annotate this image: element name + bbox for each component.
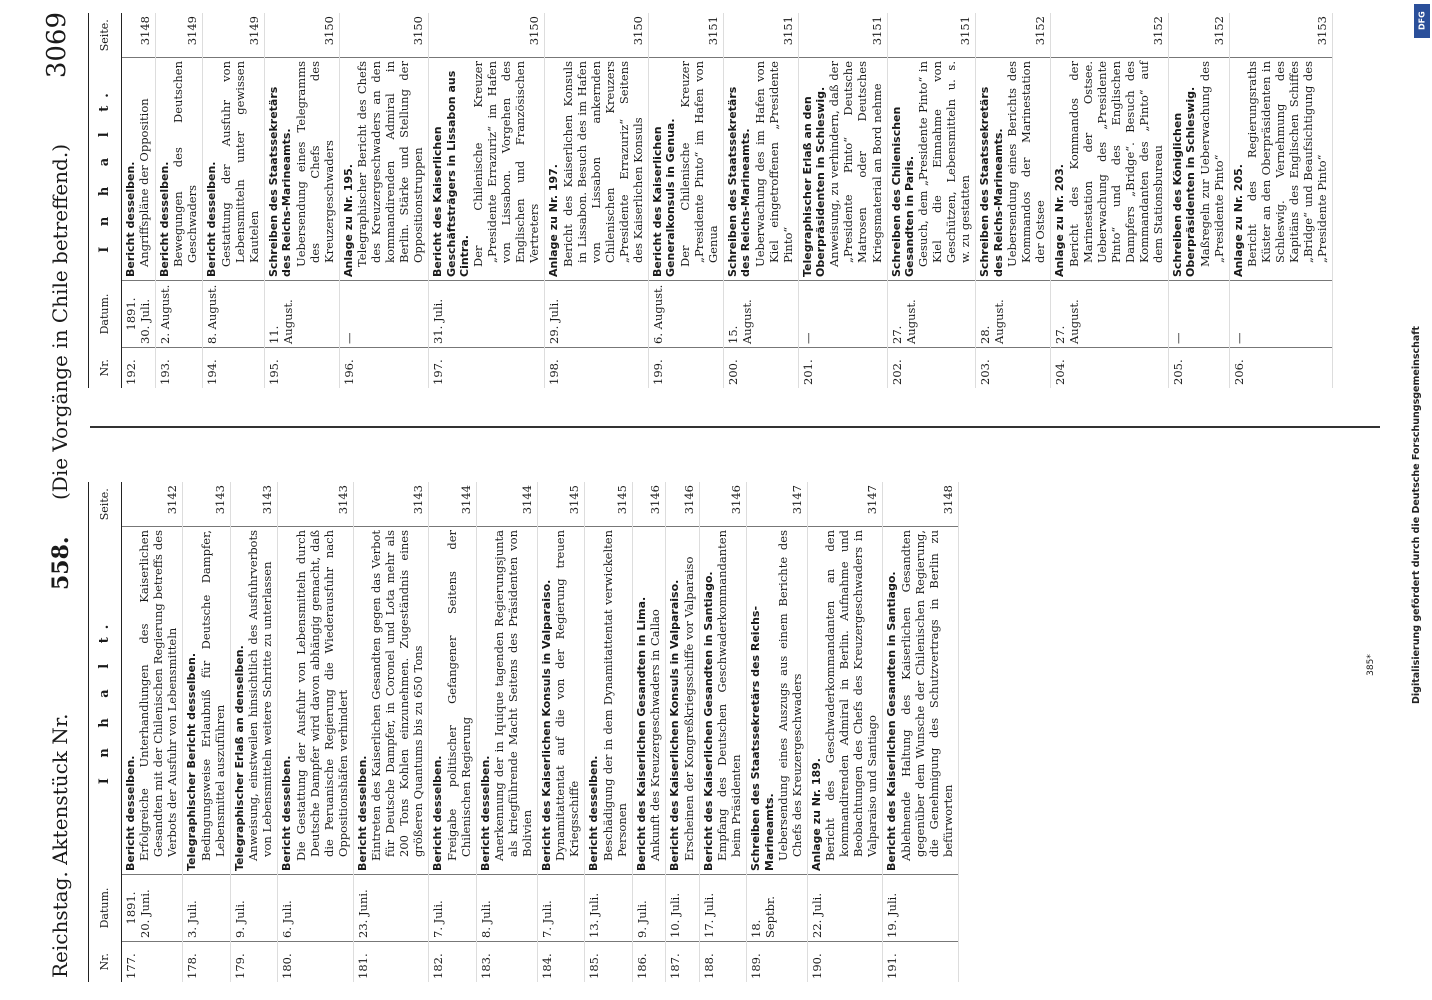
entry-page: 3145	[538, 482, 585, 527]
entry-heading: Schreiben des Chilenischen Gesandten in Paris.	[889, 106, 916, 277]
entry-description: Maßregeln zur Ueberwachung des „Presidente Pinto“	[1197, 61, 1226, 267]
entry-page: 3149	[203, 13, 264, 58]
entry-heading: Anlage zu Nr. 189.	[810, 758, 824, 871]
table-row	[538, 482, 585, 982]
entry-heading: Schreiben des Staatssekretärs des Reichs-Marineamts.	[266, 86, 294, 277]
entry-number: 187.	[666, 942, 699, 983]
entry-date: 6. Juli.	[278, 875, 353, 942]
entry-page: 3146	[666, 482, 699, 527]
entry-page: 3148	[883, 482, 958, 527]
entry-description: Gesuch, dem „Presidente Pinto“ in Kiel die Einnahme von Geschützen, Lebensmitteln u. s. w. zu gestatten	[916, 61, 973, 267]
entry-description: Der Chilenische Kreuzer „Presidente Pinto“ im Hafen von Genua	[677, 61, 720, 267]
entry-description: Ablehnende Haltung des Kaiserlichen Gesandten gegenüber dem Wunsche der Chilenischen Regierung, die Genehmigung des Schutzvertrags in Berlin zu befürworten	[898, 530, 955, 861]
entry-date: 27. August.	[1051, 281, 1169, 348]
entry-content	[723, 58, 798, 281]
entry-content	[476, 527, 537, 875]
entry-heading: Bericht des Kaiserlichen Konsuls in Valparaiso.	[540, 579, 554, 871]
entry-description: Dynamitattentat auf die von der Regierung treuen Kriegsschiffe	[553, 530, 582, 861]
entry-heading: Anlage zu Nr. 203.	[1053, 164, 1067, 277]
entry-page: 3150	[339, 13, 428, 58]
entry-page: 3148	[121, 13, 155, 58]
table-row	[808, 482, 883, 982]
entry-content	[883, 527, 958, 875]
entry-content	[666, 527, 699, 875]
entry-page: 3143	[278, 482, 353, 527]
entry-date: 9. Juli.	[632, 875, 665, 942]
entry-date: 9. Juli.	[230, 875, 277, 942]
entry-date: 31. Juli.	[429, 281, 545, 348]
entry-heading: Schreiben des Königlichen Oberpräsidenten in Schleswig.	[1170, 86, 1198, 277]
column-divider	[90, 426, 1380, 428]
entry-heading: Bericht desselben.	[205, 161, 219, 277]
entry-number: 188.	[699, 942, 746, 983]
entry-number: 184.	[538, 942, 585, 983]
entry-page: 3152	[1168, 13, 1229, 58]
entry-content	[1051, 58, 1169, 281]
entry-heading: Telegraphischer Bericht desselben.	[185, 652, 199, 871]
entry-number: 198.	[545, 348, 649, 389]
entry-heading: Telegraphischer Erlaß an den Oberpräsidenten in Schleswig.	[800, 86, 828, 277]
table-row	[121, 13, 155, 388]
table-row	[121, 482, 182, 982]
entry-number: 192.	[121, 348, 155, 389]
entry-date: 22. Juli.	[808, 875, 883, 942]
entry-page: 3150	[545, 13, 649, 58]
entry-content	[353, 527, 428, 875]
entry-description: Erfolgreiche Unterhandlungen des Kaiserlichen Gesandten mit der Chilenischen Regierung betreffs des Verbots der Ausfuhr von Lebensmitteln	[137, 530, 180, 861]
running-head-right: (Die Vorgänge in Chile betreffend.)	[48, 143, 72, 500]
entry-description: Ankunft des Kreuzergeschwaders in Callao	[648, 609, 663, 861]
entry-content	[632, 527, 665, 875]
entry-date: —	[798, 281, 887, 348]
entry-content	[183, 527, 230, 875]
entry-page: 3150	[429, 13, 545, 58]
col-header-nr: Nr.	[89, 942, 122, 983]
entry-date: 11. August.	[264, 281, 339, 348]
entry-number: 200.	[723, 348, 798, 389]
entry-page: 3152	[1051, 13, 1169, 58]
entry-description: Bewegungen des Deutschen Geschwaders	[171, 61, 200, 267]
table-row	[476, 482, 537, 982]
entry-heading: Anlage zu Nr. 195.	[341, 164, 355, 277]
table-row	[798, 13, 887, 388]
col-header-nr: Nr.	[89, 348, 122, 389]
table-row	[429, 13, 545, 388]
table-row	[339, 13, 428, 388]
entry-page: 3142	[121, 482, 182, 527]
entry-date: 15. August.	[723, 281, 798, 348]
entry-date: 3. Juli.	[183, 875, 230, 942]
entry-content	[648, 58, 723, 281]
entry-number: 194.	[203, 348, 264, 389]
entry-heading: Bericht desselben.	[123, 755, 137, 871]
entry-content	[339, 58, 428, 281]
page-number: 3069	[42, 12, 72, 79]
entry-page: 3149	[155, 13, 202, 58]
entry-heading: Bericht desselben.	[431, 755, 445, 871]
entry-description: Anerkennung der in Iquique tagenden Regierungsjunta als kriegführende Macht Seitens des Präsidenten von Bolivien	[491, 530, 534, 861]
entry-description: Uebersendung eines Auszugs aus einem Berichte des Chefs des Kreuzergeschwaders	[775, 530, 804, 861]
entry-description: Empfang des Deutschen Geschwaderkommandanten beim Präsidenten	[715, 530, 744, 861]
table-row	[429, 482, 476, 982]
entry-content	[121, 527, 182, 875]
table-row	[1168, 13, 1229, 388]
entry-number: 196.	[339, 348, 428, 389]
table-row	[264, 13, 339, 388]
entry-description: Anweisung, einstweilen hinsichtlich des Ausfuhrverbots von Lebensmitteln weitere Schritte zu unterlassen	[246, 530, 275, 861]
entry-heading: Telegraphischer Erlaß an denselben.	[232, 645, 246, 871]
entry-date: 28. August.	[976, 281, 1051, 348]
entry-heading: Bericht des Kaiserlichen Gesandten in Santiago.	[701, 571, 715, 871]
col-header-seite: Seite.	[89, 13, 122, 58]
entry-description: Bericht des Regierungsraths Küster an den Oberpräsidenten in Schleswig. Vernehmung des Kapitäns des Englischen Schiffes „Bridge“ und Beaufsichtigung des „Presidente Pinto“	[1245, 61, 1330, 267]
right-table-body	[121, 13, 1332, 388]
entry-date: —	[339, 281, 428, 348]
entry-date: 23. Juni.	[353, 875, 428, 942]
entry-number: 193.	[155, 348, 202, 389]
entry-number: 202.	[887, 348, 976, 389]
table-row	[1229, 13, 1333, 388]
entry-number: 191.	[883, 942, 958, 983]
table-row	[183, 482, 230, 982]
entry-number: 182.	[429, 942, 476, 983]
entry-content	[1168, 58, 1229, 281]
table-row	[723, 13, 798, 388]
entry-heading: Bericht des Kaiserlichen Generalkonsuls in Genua.	[650, 118, 678, 277]
entry-heading: Schreiben des Staatssekretärs des Reichs-Marineamts.	[749, 605, 776, 871]
entry-date: 13. Juli.	[585, 875, 632, 942]
table-row	[976, 13, 1051, 388]
entry-date: 7. Juli.	[429, 875, 476, 942]
entry-page: 3152	[976, 13, 1051, 58]
entry-date: 8. August.	[203, 281, 264, 348]
col-header-datum: Datum.	[89, 281, 122, 348]
document-number: 558.	[48, 536, 74, 590]
entry-page: 3146	[632, 482, 665, 527]
entry-date: 1891. 30. Juli.	[121, 281, 155, 348]
entry-content	[203, 58, 264, 281]
entry-description: Bericht des Kommandos der Marinestation der Ostsee. Ueberwachung des „Presidente Pinto“ und des Englischen Dampfers „Bridge“. Besuch des Kommandanten des „Pinto“ auf dem Stationsbureau	[1066, 61, 1165, 267]
entry-description: Gestattung der Ausfuhr von Lebensmitteln unter gewissen Kautelen	[218, 61, 261, 267]
entry-page: 3151	[723, 13, 798, 58]
entry-number: 181.	[353, 942, 428, 983]
entry-number: 185.	[585, 942, 632, 983]
entry-heading: Schreiben des Staatssekretärs des Reichs-Marineamts.	[725, 86, 753, 277]
entry-description: Beschädigung der in dem Dynamitattentat verwickelten Personen	[600, 530, 629, 861]
col-header-seite: Seite.	[89, 482, 122, 527]
entry-content	[545, 58, 649, 281]
entry-content	[699, 527, 746, 875]
entry-description: Anweisung, zu verhindern, daß der „Presidente Pinto“ Deutsche Matrosen oder Deutsches Kriegsmaterial an Bord nehme	[827, 61, 884, 267]
entry-date: 17. Juli.	[699, 875, 746, 942]
entry-date: 8. Juli.	[476, 875, 537, 942]
entry-description: Bericht des Geschwaderkommandanten an den kommandirenden Admiral in Berlin. Aufnahme und Beobachtungen des Chefs des Kreuzergeschwaders in Valparaiso und Santiago	[823, 530, 880, 861]
entry-description: Bericht des Kaiserlichen Konsuls in Lissabon. Besuch des im Hafen von Lissabon ankernden Chilenischen Kreuzers „Presidente Errazuriz“ Seitens des Kaiserlichen Konsuls	[560, 61, 645, 267]
table-row	[203, 13, 264, 388]
entry-content	[585, 527, 632, 875]
entry-page: 3147	[747, 482, 808, 527]
entry-content	[976, 58, 1051, 281]
table-row	[585, 482, 632, 982]
entry-page: 3144	[429, 482, 476, 527]
entry-description: Uebersendung eines Telegramms des Chefs des Kreuzergeschwaders	[293, 61, 336, 267]
entry-date: 19. Juli.	[883, 875, 958, 942]
entry-content	[264, 58, 339, 281]
entry-date: 7. Juli.	[538, 875, 585, 942]
entry-content	[278, 527, 353, 875]
entry-heading: Bericht desselben.	[478, 755, 492, 871]
entry-page: 3143	[230, 482, 277, 527]
entry-description: Telegraphischer Bericht des Chefs des Kreuzergeschwaders an den kommandirenden Admiral in Berlin. Stärke und Stellung der Oppositionstruppen	[355, 61, 426, 267]
entry-description: Die Gestattung der Ausfuhr von Lebensmitteln durch Deutsche Dampfer wird davon abhängig gemacht, daß die Peruanische Regierung die Wiederausfuhr nach Oppositionshäfen verhindert	[293, 530, 350, 861]
right-column	[88, 13, 1368, 388]
entry-number: 186.	[632, 942, 665, 983]
col-header-inhalt: I n h a l t.	[89, 527, 122, 875]
entry-description: Erscheinen der Kongreßkriegsschiffe vor Valparaiso	[681, 556, 696, 861]
entry-heading: Bericht desselben.	[123, 161, 137, 277]
entry-number: 206.	[1229, 348, 1333, 389]
table-row	[887, 13, 976, 388]
entry-description: Bedingungsweise Erlaubniß für Deutsche Dampfer, Lebensmittel auszuführen	[198, 530, 227, 861]
entry-content	[538, 527, 585, 875]
table-row	[747, 482, 808, 982]
entry-page: 3146	[699, 482, 746, 527]
entry-content	[121, 58, 155, 281]
entry-description: Eintreten des Kaiserlichen Gesandten gegen das Verbot für Deutsche Dampfer, in Coronel und Lota mehr als 200 Tons Kohlen einzunehmen. Zugeständnis eines größeren Quantums bis zu 650 Tons	[369, 530, 426, 861]
entry-page: 3151	[798, 13, 887, 58]
table-row	[278, 482, 353, 982]
entry-date: 1891. 20. Juni.	[121, 875, 182, 942]
entry-heading: Bericht des Kaiserlichen Konsuls in Valparaiso.	[668, 579, 682, 871]
signature-mark: 385*	[1365, 654, 1376, 676]
entry-content	[747, 527, 808, 875]
entry-number: 190.	[808, 942, 883, 983]
entry-date: 18. Septbr.	[747, 875, 808, 942]
running-head-left: Reichstag. Aktenstück Nr.	[48, 713, 72, 978]
entry-heading: Bericht des Kaiserlichen Gesandten in Santiago.	[885, 571, 899, 871]
credit-text: Digitalisierung gefördert durch die Deutsche Forschungsgemeinschaft	[1411, 326, 1422, 704]
table-row	[699, 482, 746, 982]
entry-page: 3143	[353, 482, 428, 527]
entry-heading: Anlage zu Nr. 197.	[547, 164, 561, 277]
table-row	[155, 13, 202, 388]
entry-content	[808, 527, 883, 875]
dfg-logo: DFG	[1414, 4, 1430, 38]
entry-content	[230, 527, 277, 875]
entry-content	[887, 58, 976, 281]
entry-number: 204.	[1051, 348, 1169, 389]
entry-description: Der Chilenische Kreuzer „Presidente Errazuriz“ im Hafen von Lissabon. Vorgehen des Englischen und Französischen Vertreters	[471, 61, 542, 267]
table-row	[648, 13, 723, 388]
entry-number: 180.	[278, 942, 353, 983]
entry-date: 29. Juli.	[545, 281, 649, 348]
left-column	[88, 482, 1368, 982]
table-row	[632, 482, 665, 982]
entry-date: 2. August.	[155, 281, 202, 348]
entry-heading: Bericht des Kaiserlichen Gesandten in Lima.	[634, 596, 648, 871]
entry-number: 183.	[476, 942, 537, 983]
entry-heading: Bericht desselben.	[587, 755, 601, 871]
entry-description: Ueberwachung des im Hafen von Kiel eingetroffenen „Presidente Pinto“	[752, 61, 795, 267]
left-table-body	[121, 482, 958, 982]
entry-number: 203.	[976, 348, 1051, 389]
entry-content	[155, 58, 202, 281]
entry-description: Angriffspläne der Opposition	[137, 98, 152, 267]
digitization-credit	[1406, 4, 1428, 704]
entry-page: 3153	[1229, 13, 1333, 58]
entry-page: 3144	[476, 482, 537, 527]
entry-page: 3151	[887, 13, 976, 58]
entry-description: Uebersendung eines Berichts des Kommandos der Marinestation der Ostsee	[1005, 61, 1048, 267]
entry-date: —	[1168, 281, 1229, 348]
entry-heading: Bericht desselben.	[157, 161, 171, 277]
entry-number: 177.	[121, 942, 182, 983]
entry-content	[1229, 58, 1333, 281]
entry-number: 189.	[747, 942, 808, 983]
entry-date: 10. Juli.	[666, 875, 699, 942]
entry-number: 195.	[264, 348, 339, 389]
table-row	[666, 482, 699, 982]
entry-number: 201.	[798, 348, 887, 389]
entry-heading: Bericht desselben.	[355, 755, 369, 871]
right-table	[88, 13, 1333, 388]
table-row	[353, 482, 428, 982]
entry-page: 3150	[264, 13, 339, 58]
entry-content	[798, 58, 887, 281]
entry-heading: Bericht des Kaiserlichen Geschäftsträgers in Lissabon aus Cintra.	[431, 70, 471, 277]
entry-heading: Anlage zu Nr. 205.	[1231, 164, 1245, 277]
entry-number: 179.	[230, 942, 277, 983]
entry-page: 3147	[808, 482, 883, 527]
entry-page: 3143	[183, 482, 230, 527]
entry-number: 178.	[183, 942, 230, 983]
entry-heading: Schreiben des Staatssekretärs des Reichs-Marineamts.	[978, 86, 1005, 277]
entry-description: Freigabe politischer Gefangener Seitens der Chilenischen Regierung	[444, 530, 473, 861]
entry-date: 27. August.	[887, 281, 976, 348]
table-row	[883, 482, 958, 982]
entry-content	[429, 527, 476, 875]
table-row	[1051, 13, 1169, 388]
left-table	[88, 482, 959, 982]
col-header-datum: Datum.	[89, 875, 122, 942]
table-row	[230, 482, 277, 982]
entry-date: 6. August.	[648, 281, 723, 348]
entry-date: —	[1229, 281, 1333, 348]
entry-number: 197.	[429, 348, 545, 389]
entry-page: 3151	[648, 13, 723, 58]
entry-page: 3145	[585, 482, 632, 527]
entry-number: 205.	[1168, 348, 1229, 389]
table-row	[545, 13, 649, 388]
entry-content	[429, 58, 545, 281]
col-header-inhalt: I n h a l t.	[89, 58, 122, 281]
entry-heading: Bericht desselben.	[280, 755, 294, 871]
entry-number: 199.	[648, 348, 723, 389]
